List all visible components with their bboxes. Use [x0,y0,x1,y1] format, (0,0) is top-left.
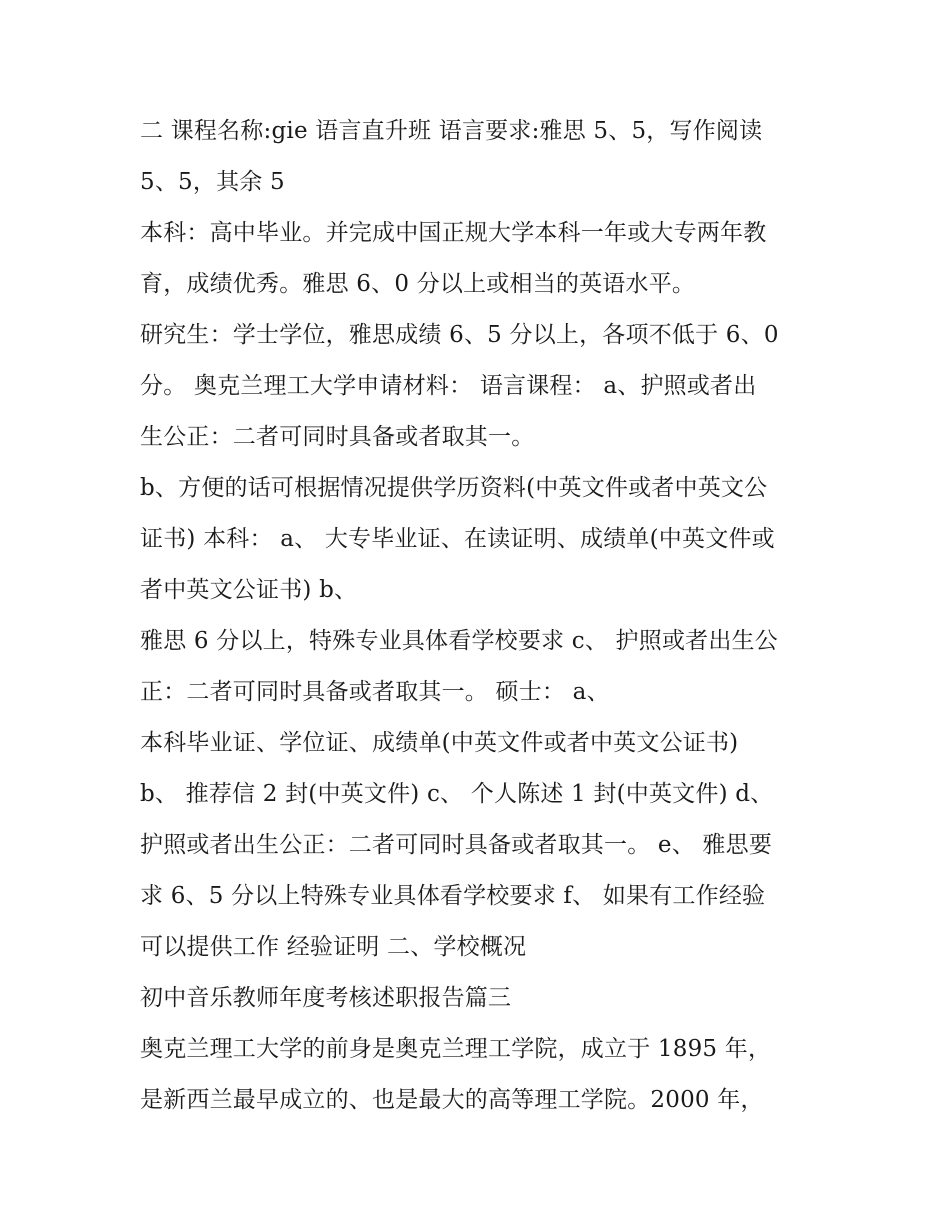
text-line-10: 者中英文公证书) b、 [140,577,358,603]
text-line-6: 分。 奥克兰理工大学申请材料： 语言课程： a、护照或者出 [140,373,757,399]
text-line-9: 证书) 本科： a、 大专毕业证、在读证明、成绩单(中英文件或 [140,526,775,552]
text-line-4: 育，成绩优秀。雅思 6、0 分以上或相当的英语水平。 [140,271,696,297]
text-line-11: 雅思 6 分以上，特殊专业具体看学校要求 c、 护照或者出生公 [140,628,778,654]
text-line-14: b、 推荐信 2 封(中英文件) c、 个人陈述 1 封(中英文件) d、 [140,781,774,807]
text-line-5: 研究生：学士学位，雅思成绩 6、5 分以上，各项不低于 6、0 [140,322,779,348]
text-line-17: 可以提供工作 经验证明 二、学校概况 [140,934,527,960]
text-line-12: 正：二者可同时具备或者取其一。 硕士： a、 [140,679,610,705]
text-line-20: 是新西兰最早成立的、也是最大的高等理工学院。2000 年， [140,1087,764,1113]
text-line-1: 二 课程名称:gie 语言直升班 语言要求:雅思 5、5，写作阅读 [140,118,763,144]
text-line-13: 本科毕业证、学位证、成绩单(中英文件或者中英文公证书) [140,730,739,756]
text-line-16: 求 6、5 分以上特殊专业具体看学校要求 f、 如果有工作经验 [140,883,766,909]
text-line-3: 本科：高中毕业。并完成中国正规大学本科一年或大专两年教 [140,220,767,246]
text-line-7: 生公正：二者可同时具备或者取其一。 [140,424,535,450]
text-line-19: 奥克兰理工大学的前身是奥克兰理工学院，成立于 1895 年， [140,1036,772,1062]
section-heading: 初中音乐教师年度考核述职报告篇三 [140,985,512,1011]
text-line-15: 护照或者出生公正：二者可同时具备或者取其一。 e、 雅思要 [140,832,773,858]
document-body [140,106,820,1126]
text-line-8: b、方便的话可根据情况提供学历资料(中英文件或者中英文公 [140,475,768,501]
text-line-2: 5、5，其余 5 [140,169,285,195]
